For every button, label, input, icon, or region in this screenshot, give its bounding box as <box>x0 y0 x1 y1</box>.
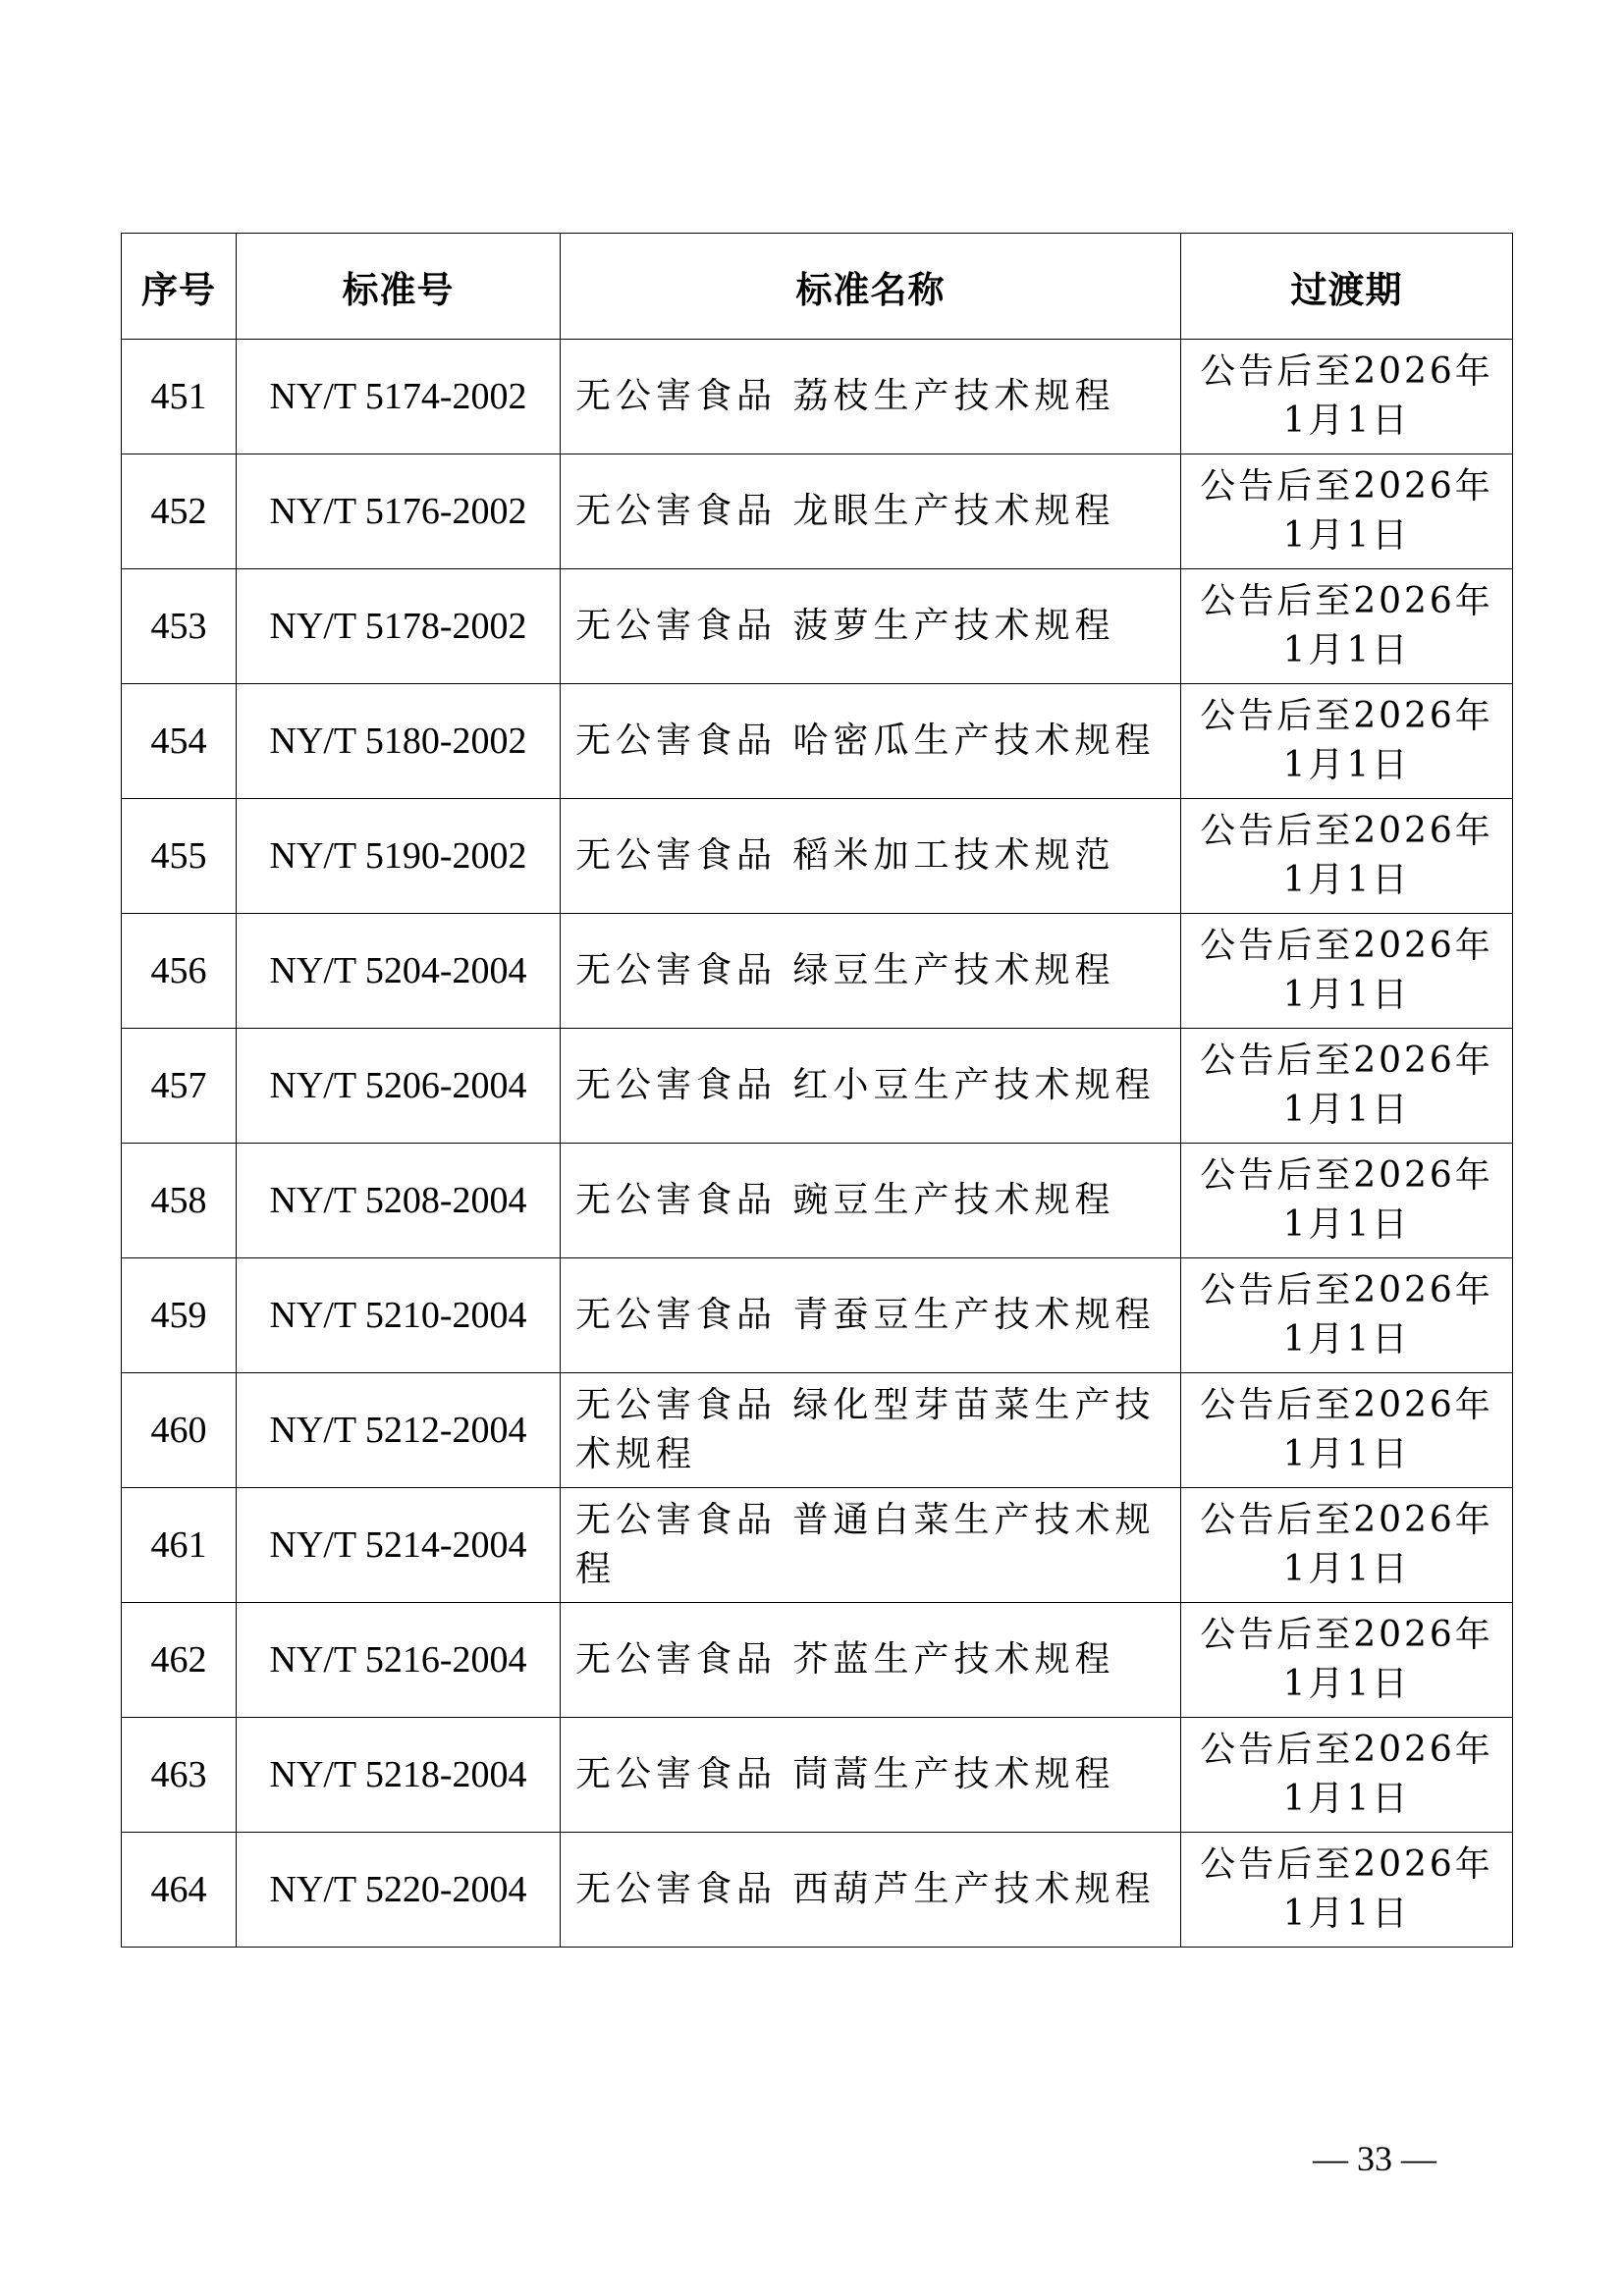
cell-name: 无公害食品 青蚕豆生产技术规程 <box>561 1258 1181 1373</box>
page-number: — 33 — <box>1313 2139 1436 2178</box>
period-text: 1月1日 <box>1282 1779 1411 1819</box>
period-text: 1月1日 <box>1282 1204 1411 1245</box>
cell-name: 无公害食品 豌豆生产技术规程 <box>561 1144 1181 1258</box>
cell-period <box>1181 1258 1513 1373</box>
period-text: 1月1日 <box>1282 860 1411 900</box>
period-text: 公告后至2026年 <box>1200 811 1493 851</box>
cell-period <box>1181 1718 1513 1833</box>
table-row <box>122 1144 1513 1258</box>
cell-name: 无公害食品 西葫芦生产技术规程 <box>561 1833 1181 1948</box>
cell-name: 无公害食品 茼蒿生产技术规程 <box>561 1718 1181 1833</box>
cell-period <box>1181 1029 1513 1144</box>
cell-code: NY/T 5204-2004 <box>237 914 561 1029</box>
cell-name: 无公害食品 绿化型芽苗菜生产技术规程 <box>561 1373 1181 1488</box>
cell-seq: 461 <box>122 1488 237 1603</box>
period-text: 1月1日 <box>1282 1090 1411 1130</box>
period-text: 1月1日 <box>1282 745 1411 785</box>
table-row <box>122 1833 1513 1948</box>
cell-seq: 451 <box>122 340 237 454</box>
table-row <box>122 1718 1513 1833</box>
period-text: 1月1日 <box>1282 515 1411 556</box>
cell-period <box>1181 1373 1513 1488</box>
cell-period <box>1181 569 1513 684</box>
cell-period <box>1181 1833 1513 1948</box>
cell-code: NY/T 5210-2004 <box>237 1258 561 1373</box>
period-text: 1月1日 <box>1282 1319 1411 1360</box>
cell-code: NY/T 5214-2004 <box>237 1488 561 1603</box>
period-text: 公告后至2026年 <box>1200 696 1493 736</box>
period-text: 公告后至2026年 <box>1200 1041 1493 1081</box>
table-row <box>122 684 1513 799</box>
cell-seq: 453 <box>122 569 237 684</box>
cell-code: NY/T 5218-2004 <box>237 1718 561 1833</box>
period-text: 公告后至2026年 <box>1200 1844 1493 1885</box>
cell-seq: 452 <box>122 454 237 569</box>
table-row <box>122 1488 1513 1603</box>
standards-table <box>121 233 1513 1948</box>
table-body <box>122 340 1513 1948</box>
table-row <box>122 799 1513 914</box>
cell-code: NY/T 5174-2002 <box>237 340 561 454</box>
period-text: 公告后至2026年 <box>1200 466 1493 507</box>
cell-period <box>1181 340 1513 454</box>
period-text: 1月1日 <box>1282 1549 1411 1589</box>
cell-name: 无公害食品 芥蓝生产技术规程 <box>561 1603 1181 1718</box>
cell-seq: 463 <box>122 1718 237 1833</box>
cell-period <box>1181 799 1513 914</box>
period-text: 公告后至2026年 <box>1200 1155 1493 1196</box>
cell-period <box>1181 684 1513 799</box>
cell-code: NY/T 5180-2002 <box>237 684 561 799</box>
table-row <box>122 914 1513 1029</box>
cell-seq: 460 <box>122 1373 237 1488</box>
cell-period <box>1181 1144 1513 1258</box>
cell-name: 无公害食品 菠萝生产技术规程 <box>561 569 1181 684</box>
header-seq: 序号 <box>122 234 237 340</box>
cell-code: NY/T 5176-2002 <box>237 454 561 569</box>
period-text: 1月1日 <box>1282 630 1411 670</box>
cell-seq: 456 <box>122 914 237 1029</box>
table-header <box>122 234 1513 340</box>
period-text: 1月1日 <box>1282 975 1411 1015</box>
period-text: 1月1日 <box>1282 400 1411 441</box>
cell-name: 无公害食品 稻米加工技术规范 <box>561 799 1181 914</box>
cell-seq: 455 <box>122 799 237 914</box>
cell-seq: 459 <box>122 1258 237 1373</box>
table-row <box>122 454 1513 569</box>
header-row <box>122 234 1513 340</box>
cell-period <box>1181 1488 1513 1603</box>
period-text: 公告后至2026年 <box>1200 1270 1493 1310</box>
table-row <box>122 1603 1513 1718</box>
period-text: 1月1日 <box>1282 1434 1411 1474</box>
cell-seq: 458 <box>122 1144 237 1258</box>
period-text: 1月1日 <box>1282 1894 1411 1934</box>
cell-code: NY/T 5208-2004 <box>237 1144 561 1258</box>
cell-name: 无公害食品 哈密瓜生产技术规程 <box>561 684 1181 799</box>
header-period: 过渡期 <box>1181 234 1513 340</box>
header-name: 标准名称 <box>561 234 1181 340</box>
cell-code: NY/T 5178-2002 <box>237 569 561 684</box>
period-text: 1月1日 <box>1282 1664 1411 1704</box>
period-text: 公告后至2026年 <box>1200 1385 1493 1425</box>
cell-period <box>1181 1603 1513 1718</box>
period-text: 公告后至2026年 <box>1200 581 1493 621</box>
cell-code: NY/T 5206-2004 <box>237 1029 561 1144</box>
table-row <box>122 1258 1513 1373</box>
period-text: 公告后至2026年 <box>1200 1615 1493 1655</box>
header-code: 标准号 <box>237 234 561 340</box>
cell-code: NY/T 5212-2004 <box>237 1373 561 1488</box>
cell-period <box>1181 454 1513 569</box>
cell-seq: 464 <box>122 1833 237 1948</box>
cell-name: 无公害食品 荔枝生产技术规程 <box>561 340 1181 454</box>
table-row <box>122 569 1513 684</box>
table-row <box>122 340 1513 454</box>
period-text: 公告后至2026年 <box>1200 1730 1493 1770</box>
cell-seq: 462 <box>122 1603 237 1718</box>
cell-code: NY/T 5220-2004 <box>237 1833 561 1948</box>
cell-name: 无公害食品 普通白菜生产技术规程 <box>561 1488 1181 1603</box>
cell-period <box>1181 914 1513 1029</box>
period-text: 公告后至2026年 <box>1200 926 1493 966</box>
cell-name: 无公害食品 红小豆生产技术规程 <box>561 1029 1181 1144</box>
table-row <box>122 1029 1513 1144</box>
table-row <box>122 1373 1513 1488</box>
cell-seq: 454 <box>122 684 237 799</box>
period-text: 公告后至2026年 <box>1200 1500 1493 1540</box>
period-text: 公告后至2026年 <box>1200 351 1493 392</box>
cell-name: 无公害食品 绿豆生产技术规程 <box>561 914 1181 1029</box>
cell-seq: 457 <box>122 1029 237 1144</box>
cell-code: NY/T 5216-2004 <box>237 1603 561 1718</box>
cell-code: NY/T 5190-2002 <box>237 799 561 914</box>
cell-name: 无公害食品 龙眼生产技术规程 <box>561 454 1181 569</box>
